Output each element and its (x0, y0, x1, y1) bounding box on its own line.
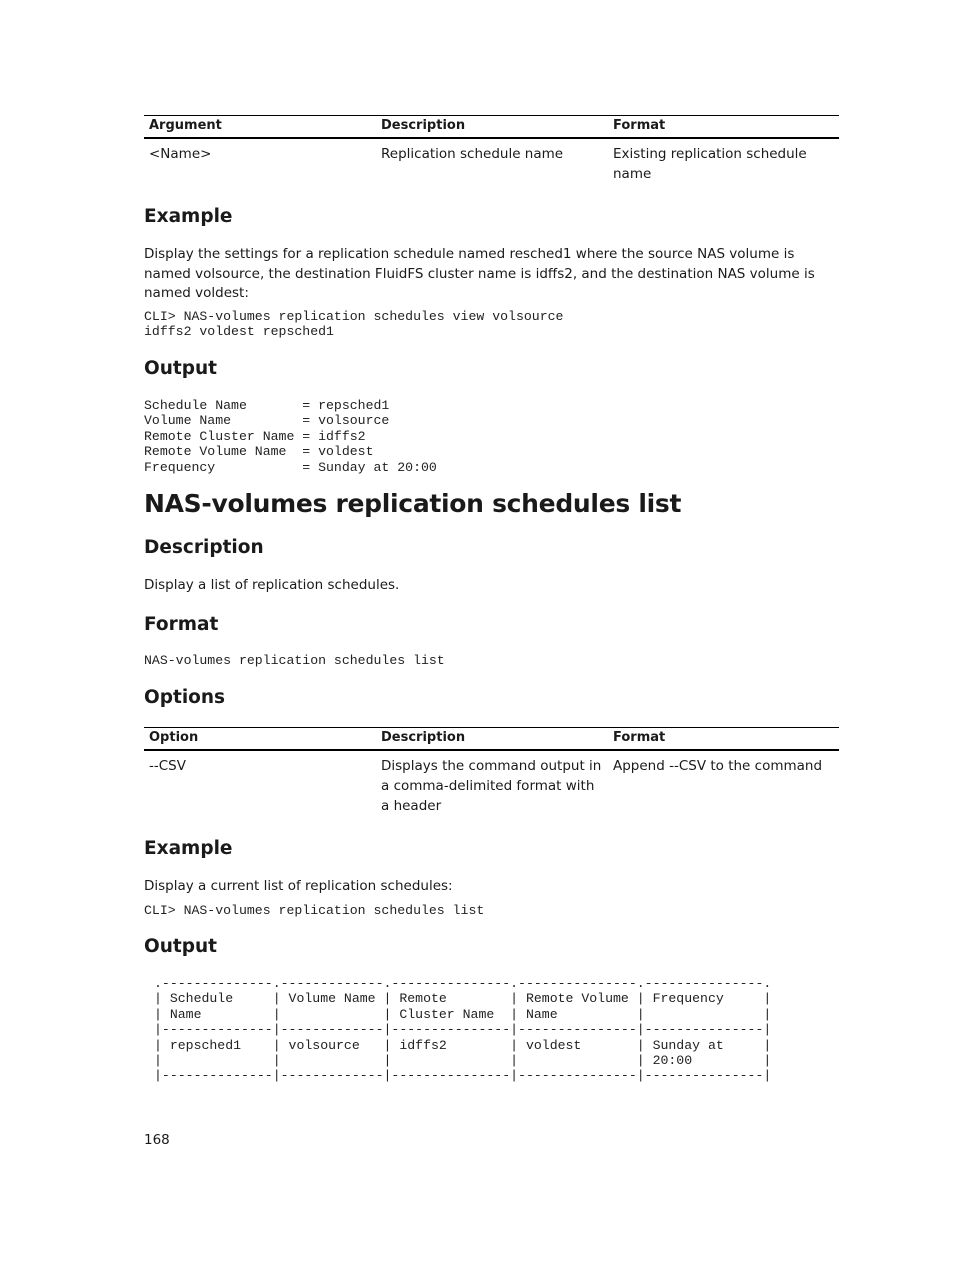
format-code: NAS-volumes replication schedules list (144, 653, 445, 668)
example-heading: Example (144, 206, 233, 227)
column-header-format: Format (608, 116, 839, 139)
example-text-2: Display a current list of replication schedules: (144, 878, 453, 894)
cell-format: Existing replication schedule name (613, 146, 807, 182)
output-heading: Output (144, 358, 217, 379)
options-heading: Options (144, 687, 226, 708)
section-title: NAS-volumes replication schedules list (144, 489, 682, 518)
output-table-code: .--------------.-------------.---------------.---------------.---------------. | Schedule | Volume Name | Remote | Remote Volume | Frequency | | Name | | Cluster Name | Name | | |--------------|-------------|---------------|---------------|---------------| | repsched1 | volsource | idffs2 | voldest | Sunday at | | | | | | 20:00 | |--------------|-------------|---------------|---------------|---------------| (154, 976, 772, 1084)
output-code: Schedule Name = repsched1 Volume Name = volsource Remote Cluster Name = idffs2 Remote Volume Name = voldest Frequency = Sunday at 20:00 (144, 398, 437, 475)
table-header-row (144, 116, 839, 139)
example-code-2: CLI> NAS-volumes replication schedules list (144, 903, 485, 918)
column-header-argument: Argument (144, 116, 376, 139)
cell-description: Displays the command output in a comma-delimited format with a header (381, 758, 602, 814)
options-table (144, 727, 839, 816)
arguments-table (144, 115, 839, 184)
cell-format: Append --CSV to the command (613, 758, 823, 774)
example-code: CLI> NAS-volumes replication schedules view volsource idffs2 voldest repsched1 (144, 309, 564, 340)
column-header-description: Description (376, 116, 608, 139)
table-header-row (144, 728, 839, 751)
example-heading-2: Example (144, 838, 233, 859)
example-text: Display the settings for a replication schedule named resched1 where the source NAS volume is named volsource, the destination FluidFS cluster name is idffs2, and the destination NAS volume is named voldest: (144, 246, 815, 301)
table-row (144, 138, 839, 184)
cell-argument: <Name> (149, 146, 212, 162)
column-header-format: Format (608, 728, 839, 751)
cell-description: Replication schedule name (381, 146, 564, 162)
column-header-description: Description (376, 728, 608, 751)
description-heading: Description (144, 537, 264, 558)
table-row (144, 750, 839, 816)
page-number: 168 (144, 1132, 170, 1148)
format-heading: Format (144, 614, 219, 635)
output-heading-2: Output (144, 936, 217, 957)
column-header-option: Option (144, 728, 376, 751)
cell-option: --CSV (149, 758, 186, 774)
description-text: Display a list of replication schedules. (144, 577, 400, 593)
